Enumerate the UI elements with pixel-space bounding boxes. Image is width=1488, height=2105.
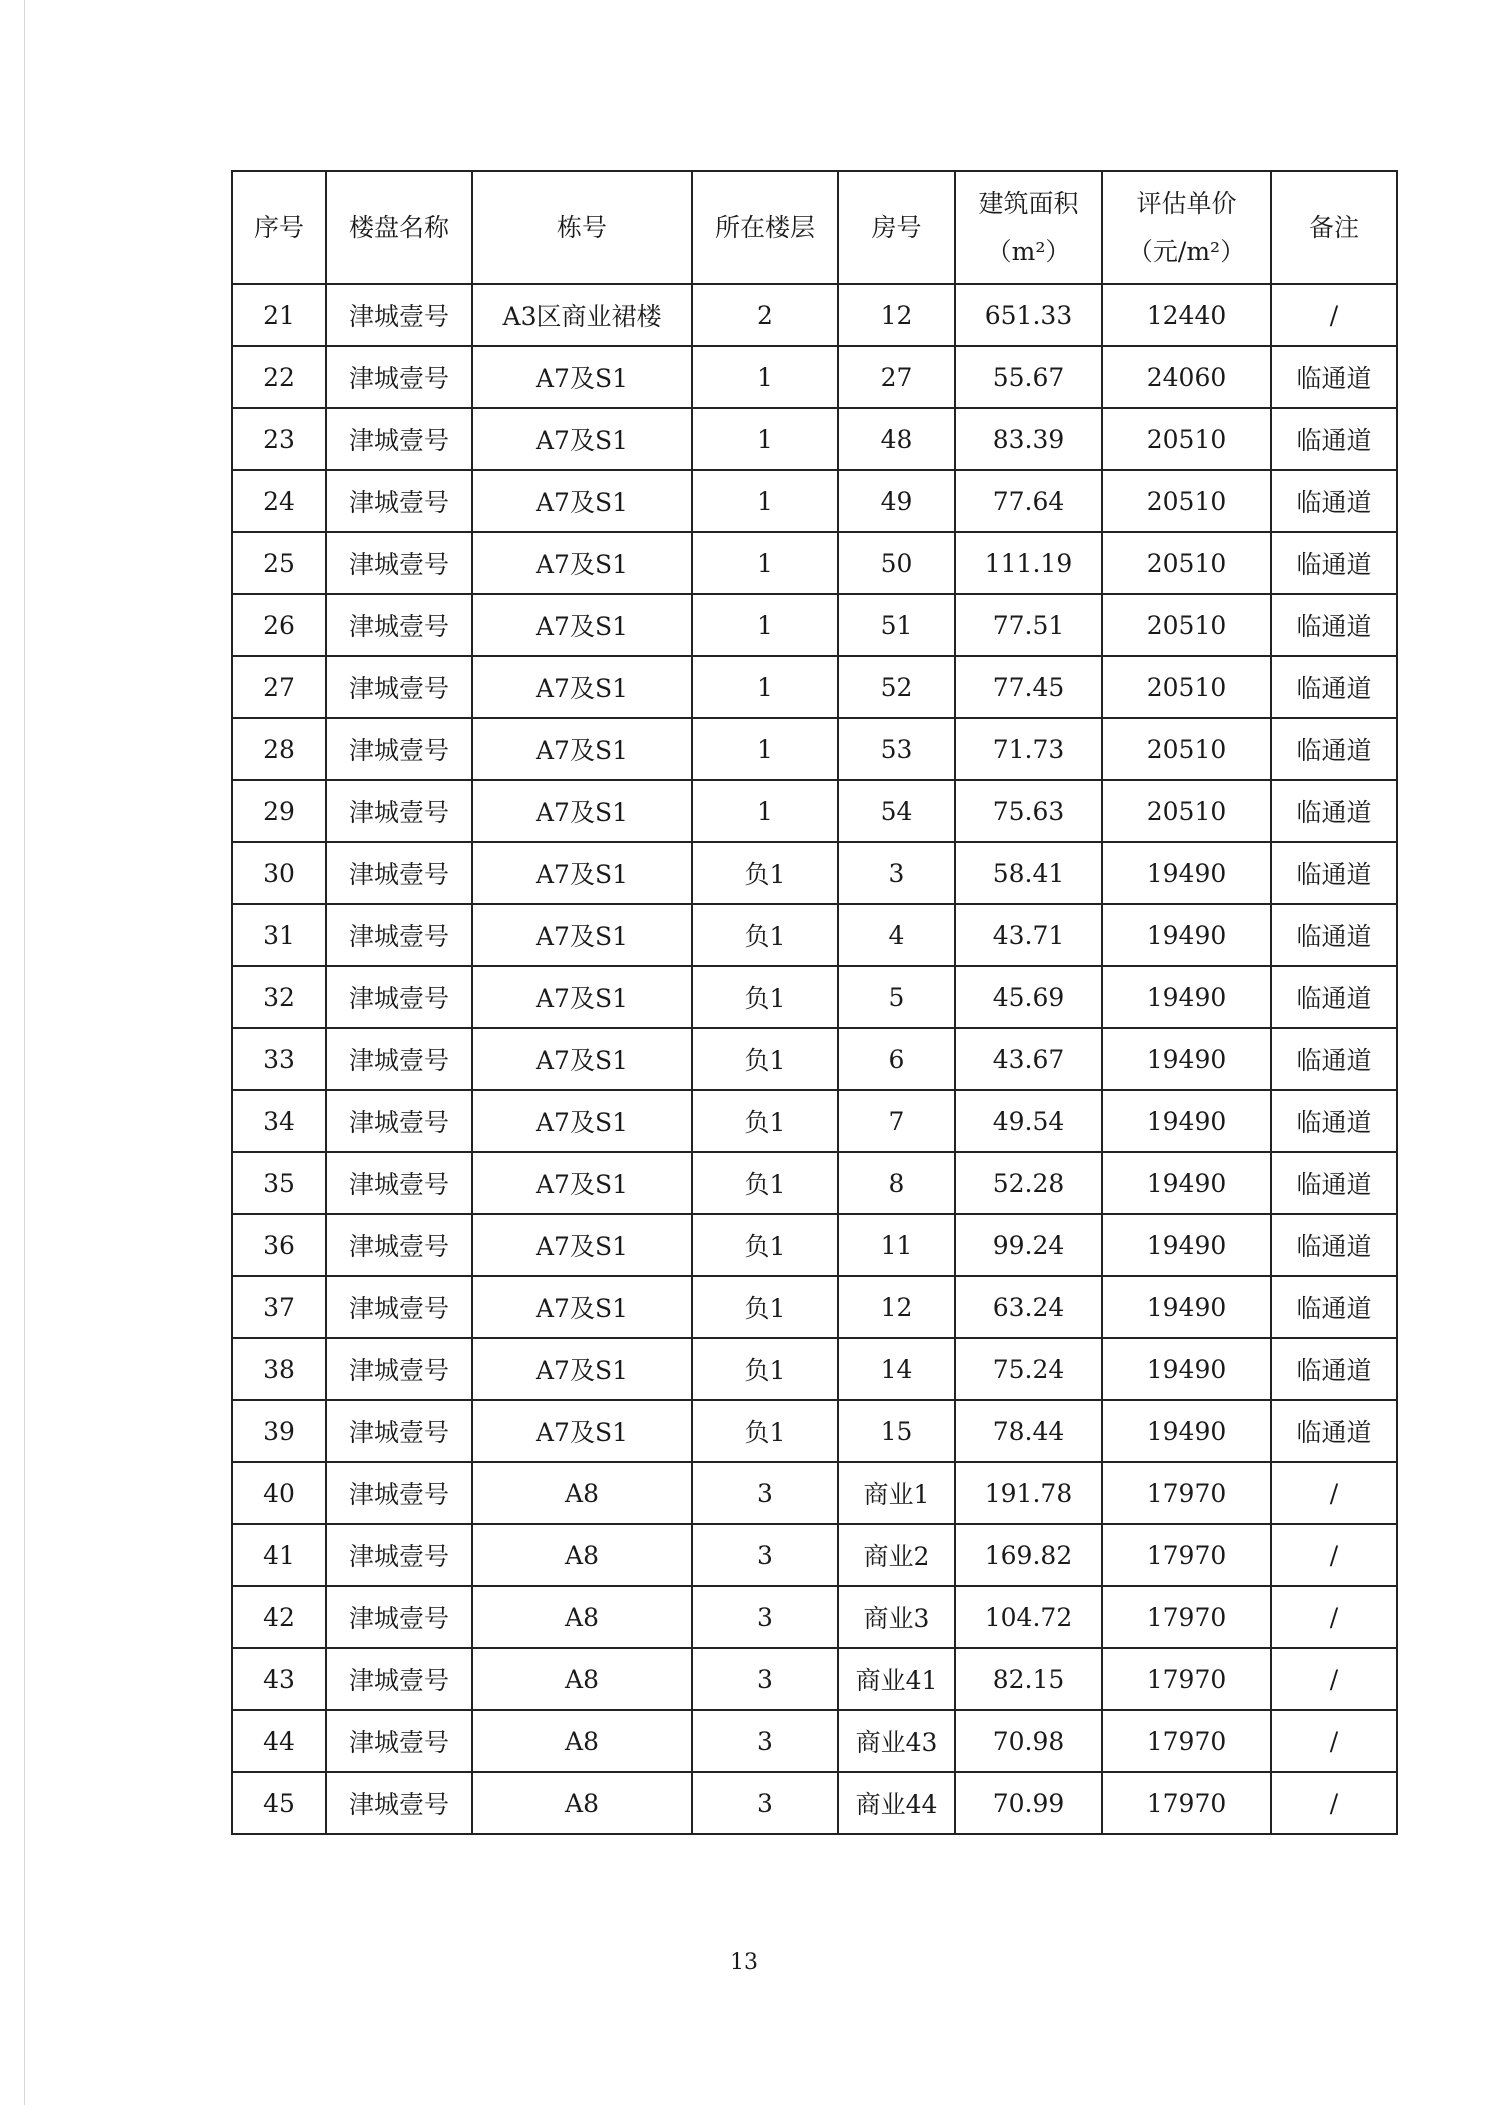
cell-floor: 负1 (692, 842, 838, 904)
cell-room: 商业2 (838, 1524, 955, 1586)
cell-room: 14 (838, 1338, 955, 1400)
cell-price: 19490 (1102, 1338, 1271, 1400)
cell-price: 20510 (1102, 780, 1271, 842)
table-row (232, 1524, 1397, 1586)
cell-room: 商业43 (838, 1710, 955, 1772)
header-project: 楼盘名称 (326, 171, 472, 284)
cell-remark: 临通道 (1271, 1214, 1397, 1276)
header-room: 房号 (838, 171, 955, 284)
cell-seq: 24 (232, 470, 326, 532)
cell-project: 津城壹号 (326, 1152, 472, 1214)
cell-floor: 2 (692, 284, 838, 346)
cell-room: 50 (838, 532, 955, 594)
header-price-line2: （元/m²） (1127, 236, 1246, 266)
cell-floor: 1 (692, 656, 838, 718)
cell-floor: 负1 (692, 1276, 838, 1338)
cell-room: 11 (838, 1214, 955, 1276)
cell-room: 53 (838, 718, 955, 780)
cell-project: 津城壹号 (326, 1338, 472, 1400)
cell-building: A7及S1 (472, 1276, 692, 1338)
cell-price: 19490 (1102, 1214, 1271, 1276)
cell-area: 45.69 (955, 966, 1102, 1028)
cell-area: 43.67 (955, 1028, 1102, 1090)
cell-project: 津城壹号 (326, 1214, 472, 1276)
table-row (232, 1276, 1397, 1338)
cell-price: 19490 (1102, 842, 1271, 904)
cell-price: 20510 (1102, 532, 1271, 594)
cell-room: 27 (838, 346, 955, 408)
cell-area: 77.64 (955, 470, 1102, 532)
cell-room: 49 (838, 470, 955, 532)
cell-building: A8 (472, 1648, 692, 1710)
cell-area: 70.98 (955, 1710, 1102, 1772)
cell-remark: 临通道 (1271, 1400, 1397, 1462)
cell-price: 20510 (1102, 594, 1271, 656)
cell-remark: 临通道 (1271, 346, 1397, 408)
cell-building: A7及S1 (472, 904, 692, 966)
table-body (232, 284, 1397, 1834)
cell-price: 17970 (1102, 1524, 1271, 1586)
cell-room: 6 (838, 1028, 955, 1090)
cell-building: A7及S1 (472, 346, 692, 408)
cell-floor: 3 (692, 1586, 838, 1648)
cell-area: 75.63 (955, 780, 1102, 842)
cell-price: 17970 (1102, 1648, 1271, 1710)
cell-building: A8 (472, 1772, 692, 1834)
cell-seq: 42 (232, 1586, 326, 1648)
cell-remark: / (1271, 1648, 1397, 1710)
table-row (232, 1400, 1397, 1462)
cell-project: 津城壹号 (326, 656, 472, 718)
cell-floor: 1 (692, 470, 838, 532)
cell-remark: / (1271, 1710, 1397, 1772)
cell-building: A7及S1 (472, 470, 692, 532)
table-row (232, 1462, 1397, 1524)
table-row (232, 1214, 1397, 1276)
table-row (232, 594, 1397, 656)
cell-building: A7及S1 (472, 532, 692, 594)
header-seq: 序号 (232, 171, 326, 284)
cell-room: 5 (838, 966, 955, 1028)
cell-remark: / (1271, 1586, 1397, 1648)
cell-area: 71.73 (955, 718, 1102, 780)
scan-edge-line (24, 0, 25, 2105)
cell-remark: 临通道 (1271, 904, 1397, 966)
valuation-table (231, 170, 1398, 1835)
cell-seq: 21 (232, 284, 326, 346)
cell-room: 商业3 (838, 1586, 955, 1648)
cell-room: 3 (838, 842, 955, 904)
cell-project: 津城壹号 (326, 284, 472, 346)
header-area-line2: （m²） (986, 236, 1071, 266)
cell-seq: 36 (232, 1214, 326, 1276)
cell-project: 津城壹号 (326, 718, 472, 780)
cell-project: 津城壹号 (326, 1710, 472, 1772)
cell-price: 24060 (1102, 346, 1271, 408)
cell-seq: 35 (232, 1152, 326, 1214)
cell-floor: 负1 (692, 1028, 838, 1090)
cell-project: 津城壹号 (326, 408, 472, 470)
table-row (232, 656, 1397, 718)
cell-floor: 3 (692, 1648, 838, 1710)
cell-room: 12 (838, 1276, 955, 1338)
cell-room: 15 (838, 1400, 955, 1462)
cell-building: A7及S1 (472, 1214, 692, 1276)
cell-seq: 45 (232, 1772, 326, 1834)
cell-seq: 25 (232, 532, 326, 594)
cell-seq: 27 (232, 656, 326, 718)
cell-seq: 23 (232, 408, 326, 470)
cell-project: 津城壹号 (326, 1648, 472, 1710)
cell-floor: 3 (692, 1772, 838, 1834)
cell-room: 7 (838, 1090, 955, 1152)
cell-area: 43.71 (955, 904, 1102, 966)
cell-building: A3区商业裙楼 (472, 284, 692, 346)
cell-area: 55.67 (955, 346, 1102, 408)
cell-seq: 31 (232, 904, 326, 966)
cell-price: 17970 (1102, 1710, 1271, 1772)
cell-remark: 临通道 (1271, 1276, 1397, 1338)
cell-room: 商业41 (838, 1648, 955, 1710)
cell-project: 津城壹号 (326, 1462, 472, 1524)
cell-area: 651.33 (955, 284, 1102, 346)
table-row (232, 1710, 1397, 1772)
cell-project: 津城壹号 (326, 1028, 472, 1090)
cell-building: A8 (472, 1586, 692, 1648)
header-price (1102, 171, 1271, 284)
cell-area: 63.24 (955, 1276, 1102, 1338)
cell-price: 19490 (1102, 1028, 1271, 1090)
cell-price: 20510 (1102, 408, 1271, 470)
cell-area: 49.54 (955, 1090, 1102, 1152)
cell-project: 津城壹号 (326, 780, 472, 842)
cell-seq: 38 (232, 1338, 326, 1400)
cell-seq: 34 (232, 1090, 326, 1152)
cell-area: 78.44 (955, 1400, 1102, 1462)
table-row (232, 532, 1397, 594)
header-price-line1: 评估单价 (1136, 188, 1237, 218)
header-row (232, 171, 1397, 284)
cell-area: 75.24 (955, 1338, 1102, 1400)
table-row (232, 1338, 1397, 1400)
cell-remark: 临通道 (1271, 780, 1397, 842)
header-floor: 所在楼层 (692, 171, 838, 284)
cell-project: 津城壹号 (326, 470, 472, 532)
cell-room: 52 (838, 656, 955, 718)
cell-floor: 1 (692, 718, 838, 780)
cell-floor: 1 (692, 594, 838, 656)
cell-project: 津城壹号 (326, 842, 472, 904)
table-row (232, 1648, 1397, 1710)
cell-seq: 33 (232, 1028, 326, 1090)
cell-price: 19490 (1102, 966, 1271, 1028)
cell-building: A8 (472, 1710, 692, 1772)
cell-seq: 30 (232, 842, 326, 904)
cell-seq: 29 (232, 780, 326, 842)
table-row (232, 1152, 1397, 1214)
cell-area: 99.24 (955, 1214, 1102, 1276)
cell-seq: 43 (232, 1648, 326, 1710)
cell-floor: 负1 (692, 1338, 838, 1400)
cell-remark: 临通道 (1271, 1090, 1397, 1152)
cell-floor: 负1 (692, 1090, 838, 1152)
cell-remark: 临通道 (1271, 408, 1397, 470)
cell-floor: 负1 (692, 904, 838, 966)
cell-seq: 40 (232, 1462, 326, 1524)
table-row (232, 842, 1397, 904)
cell-price: 12440 (1102, 284, 1271, 346)
cell-room: 8 (838, 1152, 955, 1214)
cell-area: 169.82 (955, 1524, 1102, 1586)
table-row (232, 1586, 1397, 1648)
cell-price: 19490 (1102, 1276, 1271, 1338)
cell-floor: 1 (692, 346, 838, 408)
cell-area: 111.19 (955, 532, 1102, 594)
table-row (232, 718, 1397, 780)
cell-project: 津城壹号 (326, 1586, 472, 1648)
cell-floor: 负1 (692, 966, 838, 1028)
cell-seq: 37 (232, 1276, 326, 1338)
cell-building: A7及S1 (472, 780, 692, 842)
table-row (232, 408, 1397, 470)
cell-remark: 临通道 (1271, 842, 1397, 904)
cell-floor: 负1 (692, 1400, 838, 1462)
cell-building: A7及S1 (472, 1028, 692, 1090)
cell-floor: 负1 (692, 1214, 838, 1276)
cell-room: 4 (838, 904, 955, 966)
cell-building: A7及S1 (472, 966, 692, 1028)
cell-project: 津城壹号 (326, 1400, 472, 1462)
cell-remark: 临通道 (1271, 470, 1397, 532)
cell-seq: 32 (232, 966, 326, 1028)
cell-project: 津城壹号 (326, 1090, 472, 1152)
cell-price: 19490 (1102, 904, 1271, 966)
cell-seq: 39 (232, 1400, 326, 1462)
cell-project: 津城壹号 (326, 904, 472, 966)
cell-seq: 26 (232, 594, 326, 656)
page-number: 13 (730, 1950, 758, 1975)
cell-area: 52.28 (955, 1152, 1102, 1214)
cell-project: 津城壹号 (326, 532, 472, 594)
cell-area: 58.41 (955, 842, 1102, 904)
table-row (232, 284, 1397, 346)
cell-building: A7及S1 (472, 1152, 692, 1214)
cell-building: A8 (472, 1462, 692, 1524)
cell-building: A8 (472, 1524, 692, 1586)
cell-floor: 1 (692, 780, 838, 842)
cell-remark: 临通道 (1271, 594, 1397, 656)
cell-project: 津城壹号 (326, 594, 472, 656)
cell-project: 津城壹号 (326, 346, 472, 408)
table-row (232, 346, 1397, 408)
cell-remark: / (1271, 1772, 1397, 1834)
header-building: 栋号 (472, 171, 692, 284)
cell-building: A7及S1 (472, 1338, 692, 1400)
header-area-line1: 建筑面积 (978, 188, 1079, 218)
table-row (232, 1028, 1397, 1090)
cell-remark: 临通道 (1271, 1338, 1397, 1400)
cell-project: 津城壹号 (326, 1276, 472, 1338)
cell-building: A7及S1 (472, 1400, 692, 1462)
cell-building: A7及S1 (472, 842, 692, 904)
table-row (232, 780, 1397, 842)
cell-area: 104.72 (955, 1586, 1102, 1648)
cell-room: 51 (838, 594, 955, 656)
cell-remark: 临通道 (1271, 1152, 1397, 1214)
cell-remark: 临通道 (1271, 532, 1397, 594)
cell-area: 77.51 (955, 594, 1102, 656)
table-header (232, 171, 1397, 284)
cell-area: 70.99 (955, 1772, 1102, 1834)
cell-price: 19490 (1102, 1152, 1271, 1214)
cell-remark: / (1271, 1462, 1397, 1524)
cell-seq: 41 (232, 1524, 326, 1586)
cell-price: 17970 (1102, 1772, 1271, 1834)
cell-remark: / (1271, 284, 1397, 346)
cell-area: 83.39 (955, 408, 1102, 470)
cell-price: 20510 (1102, 470, 1271, 532)
cell-remark: 临通道 (1271, 966, 1397, 1028)
cell-room: 54 (838, 780, 955, 842)
cell-remark: / (1271, 1524, 1397, 1586)
cell-area: 77.45 (955, 656, 1102, 718)
cell-building: A7及S1 (472, 656, 692, 718)
cell-project: 津城壹号 (326, 1772, 472, 1834)
cell-price: 19490 (1102, 1090, 1271, 1152)
cell-floor: 3 (692, 1710, 838, 1772)
cell-price: 20510 (1102, 656, 1271, 718)
cell-building: A7及S1 (472, 1090, 692, 1152)
table-row (232, 904, 1397, 966)
header-area (955, 171, 1102, 284)
header-remark: 备注 (1271, 171, 1397, 284)
cell-price: 17970 (1102, 1586, 1271, 1648)
cell-remark: 临通道 (1271, 1028, 1397, 1090)
cell-building: A7及S1 (472, 718, 692, 780)
cell-price: 19490 (1102, 1400, 1271, 1462)
cell-seq: 22 (232, 346, 326, 408)
cell-remark: 临通道 (1271, 656, 1397, 718)
cell-seq: 44 (232, 1710, 326, 1772)
cell-floor: 3 (692, 1462, 838, 1524)
cell-floor: 3 (692, 1524, 838, 1586)
cell-floor: 1 (692, 408, 838, 470)
cell-price: 17970 (1102, 1462, 1271, 1524)
table-row (232, 470, 1397, 532)
cell-floor: 1 (692, 532, 838, 594)
cell-room: 12 (838, 284, 955, 346)
cell-seq: 28 (232, 718, 326, 780)
cell-room: 商业44 (838, 1772, 955, 1834)
cell-building: A7及S1 (472, 408, 692, 470)
cell-project: 津城壹号 (326, 966, 472, 1028)
table-row (232, 966, 1397, 1028)
cell-area: 82.15 (955, 1648, 1102, 1710)
cell-price: 20510 (1102, 718, 1271, 780)
cell-building: A7及S1 (472, 594, 692, 656)
table-row (232, 1090, 1397, 1152)
cell-floor: 负1 (692, 1152, 838, 1214)
cell-room: 48 (838, 408, 955, 470)
cell-project: 津城壹号 (326, 1524, 472, 1586)
table-row (232, 1772, 1397, 1834)
cell-remark: 临通道 (1271, 718, 1397, 780)
cell-area: 191.78 (955, 1462, 1102, 1524)
cell-room: 商业1 (838, 1462, 955, 1524)
